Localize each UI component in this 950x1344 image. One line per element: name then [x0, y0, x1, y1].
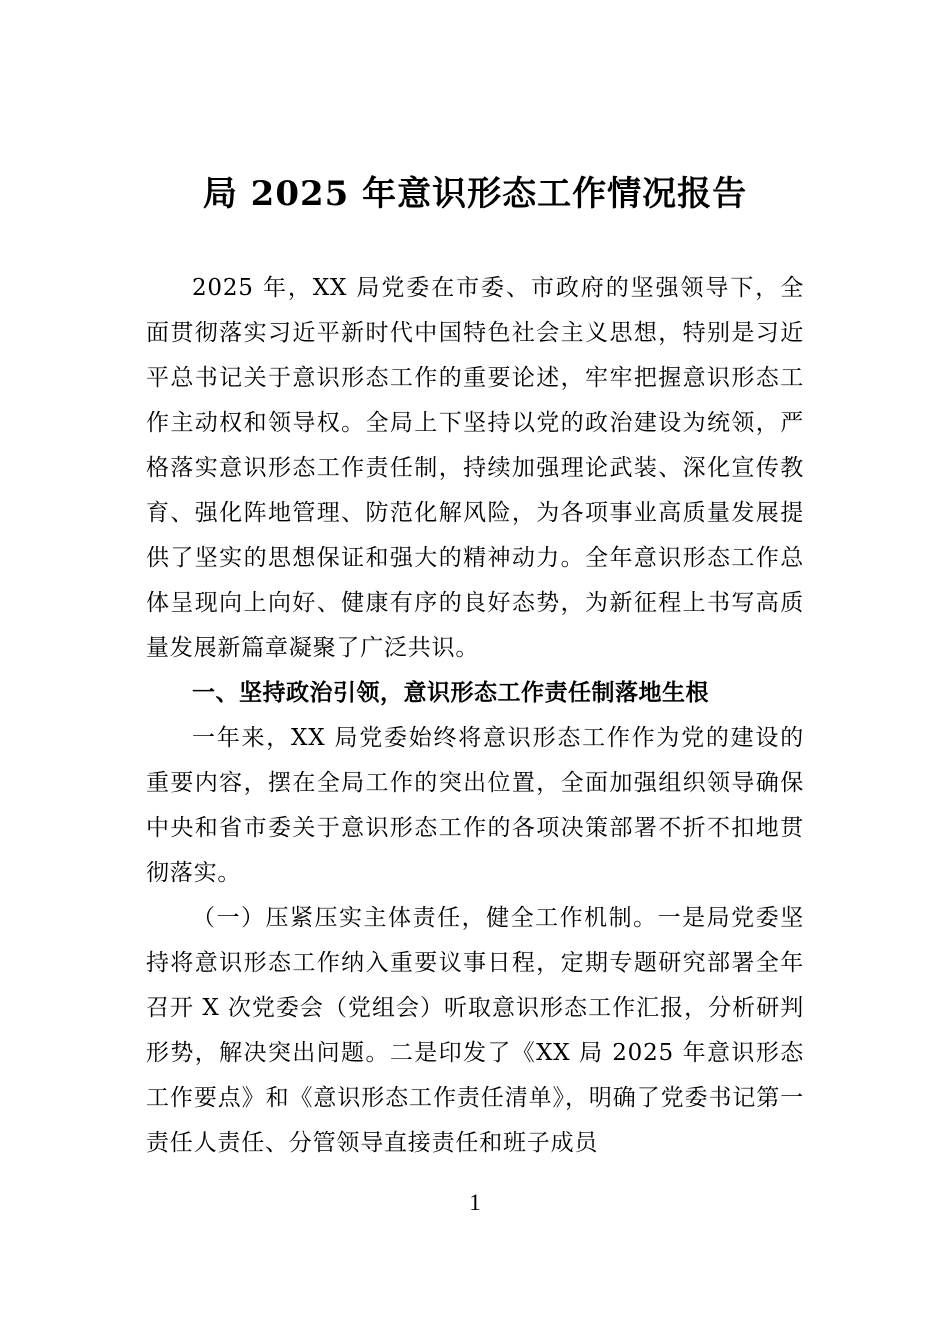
page-number: 1: [469, 1190, 481, 1215]
subsection-lead: （一）压紧压实主体责任，健全工作机制。: [192, 905, 658, 931]
intro-paragraph: 2025 年，XX 局党委在市委、市政府的坚强领导下，全面贯彻落实习近平新时代中国特色社会主义思想，特别是习近平总书记关于意识形态工作的重要论述，牢牢把握意识形态工作主动权和领导权。全局上下坚持以党的政治建设为统领，严格落实意识形态工作责任制，持续加强理论武装、深化宣传教育、强化阵地管理、防范化解风险，为各项事业高质量发展提供了坚实的思想保证和强大的精神动力。全年意识形态工作总体呈现向上向好、健康有序的良好态势，为新征程上书写高质量发展新篇章凝聚了广泛共识。: [146, 275, 804, 661]
document-body: [146, 266, 804, 1166]
subsection-body: 一是局党委坚持将意识形态工作纳入重要议事日程，定期专题研究部署全年召开 X 次党委会（党组会）听取意识形态工作汇报，分析研判形势，解决突出问题。二是印发了《XX 局 2025 年意识形态工作要点》和《意识形态工作责任清单》，明确了党委书记第一责任人责任、分管领导直接责任和班子成员: [146, 905, 804, 1156]
document-title: 局 2025 年意识形态工作情况报告: [202, 174, 748, 214]
section-heading: 一、坚持政治引领，意识形态工作责任制落地生根: [192, 680, 709, 706]
section-paragraph: 一年来，XX 局党委始终将意识形态工作作为党的建设的重要内容，摆在全局工作的突出位置，全面加强组织领导确保中央和省市委关于意识形态工作的各项决策部署不折不扣地贯彻落实。: [146, 725, 804, 886]
subsection-paragraph: [146, 896, 804, 1166]
